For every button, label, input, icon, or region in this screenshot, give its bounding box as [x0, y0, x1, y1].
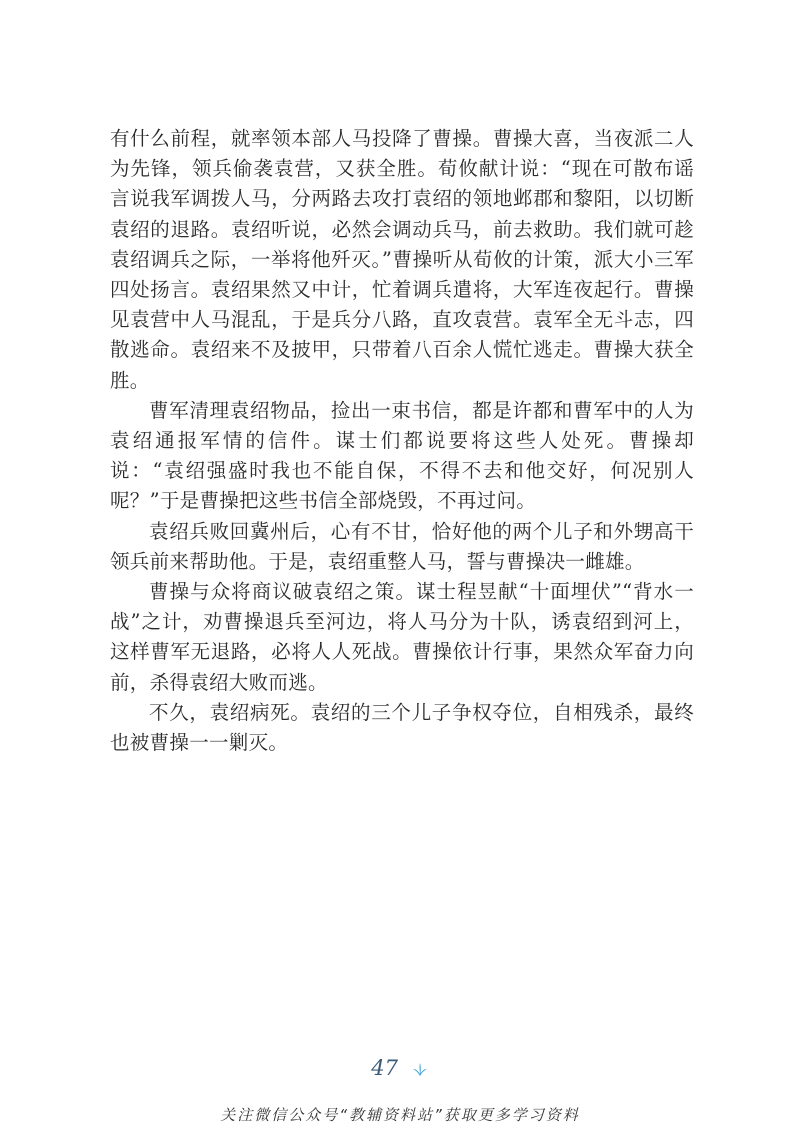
page-number	[360, 1054, 440, 1080]
paragraph: 袁绍兵败回冀州后，心有不甘，恰好他的两个儿子和外甥高干领兵前来帮助他。于是，袁绍重整人马，誓与曹操决一雌雄。	[110, 519, 694, 573]
paragraph: 不久，袁绍病死。袁绍的三个儿子争权夺位，自相残杀，最终也被曹操一一剿灭。	[110, 700, 694, 755]
leaf-icon	[411, 1059, 429, 1077]
footer-watermark-note: 关注微信公众号“教辅资料站”获取更多学习资料	[220, 1106, 580, 1124]
paragraph: 曹军清理袁绍物品，捡出一束书信，都是许都和曹军中的人为袁绍通报军情的信件。谋士们都说要将这些人处死。曹操却说：“袁绍强盛时我也不能自保，不得不去和他交好，何况别人呢？”于是曹操把这些书信全部烧毁，不再过问。	[110, 398, 694, 513]
paragraph: 曹操与众将商议破袁绍之策。谋士程昱献“十面埋伏”“背水一战”之计，劝曹操退兵至河边，将人马分为十队，诱袁绍到河上，这样曹军无退路，必将人人死战。曹操依计行事，果然众军奋力向前，杀得袁绍大败而逃。	[110, 580, 694, 694]
page-number-text: 47	[371, 1055, 399, 1080]
page-body	[110, 124, 694, 758]
paragraph-continuation: 有什么前程，就率领本部人马投降了曹操。曹操大喜，当夜派二人为先锋，领兵偷袭袁营，又获全胜。荀攸献计说：“现在可散布谣言说我军调拨人马，分两路去攻打袁绍的领地邺郡和黎阳，以切断袁绍的退路。袁绍听说，必然会调动兵马，前去救助。我们就可趁袁绍调兵之际，一举将他歼灭。”曹操听从荀攸的计策，派大小三军四处扬言。袁绍果然又中计，忙着调兵遣将，大军连夜起行。曹操见袁营中人马混乱，于是兵分八路，直攻袁营。袁军全无斗志，四散逃命。袁绍来不及披甲，只带着八百余人慌忙逃走。曹操大获全胜。	[110, 127, 694, 392]
